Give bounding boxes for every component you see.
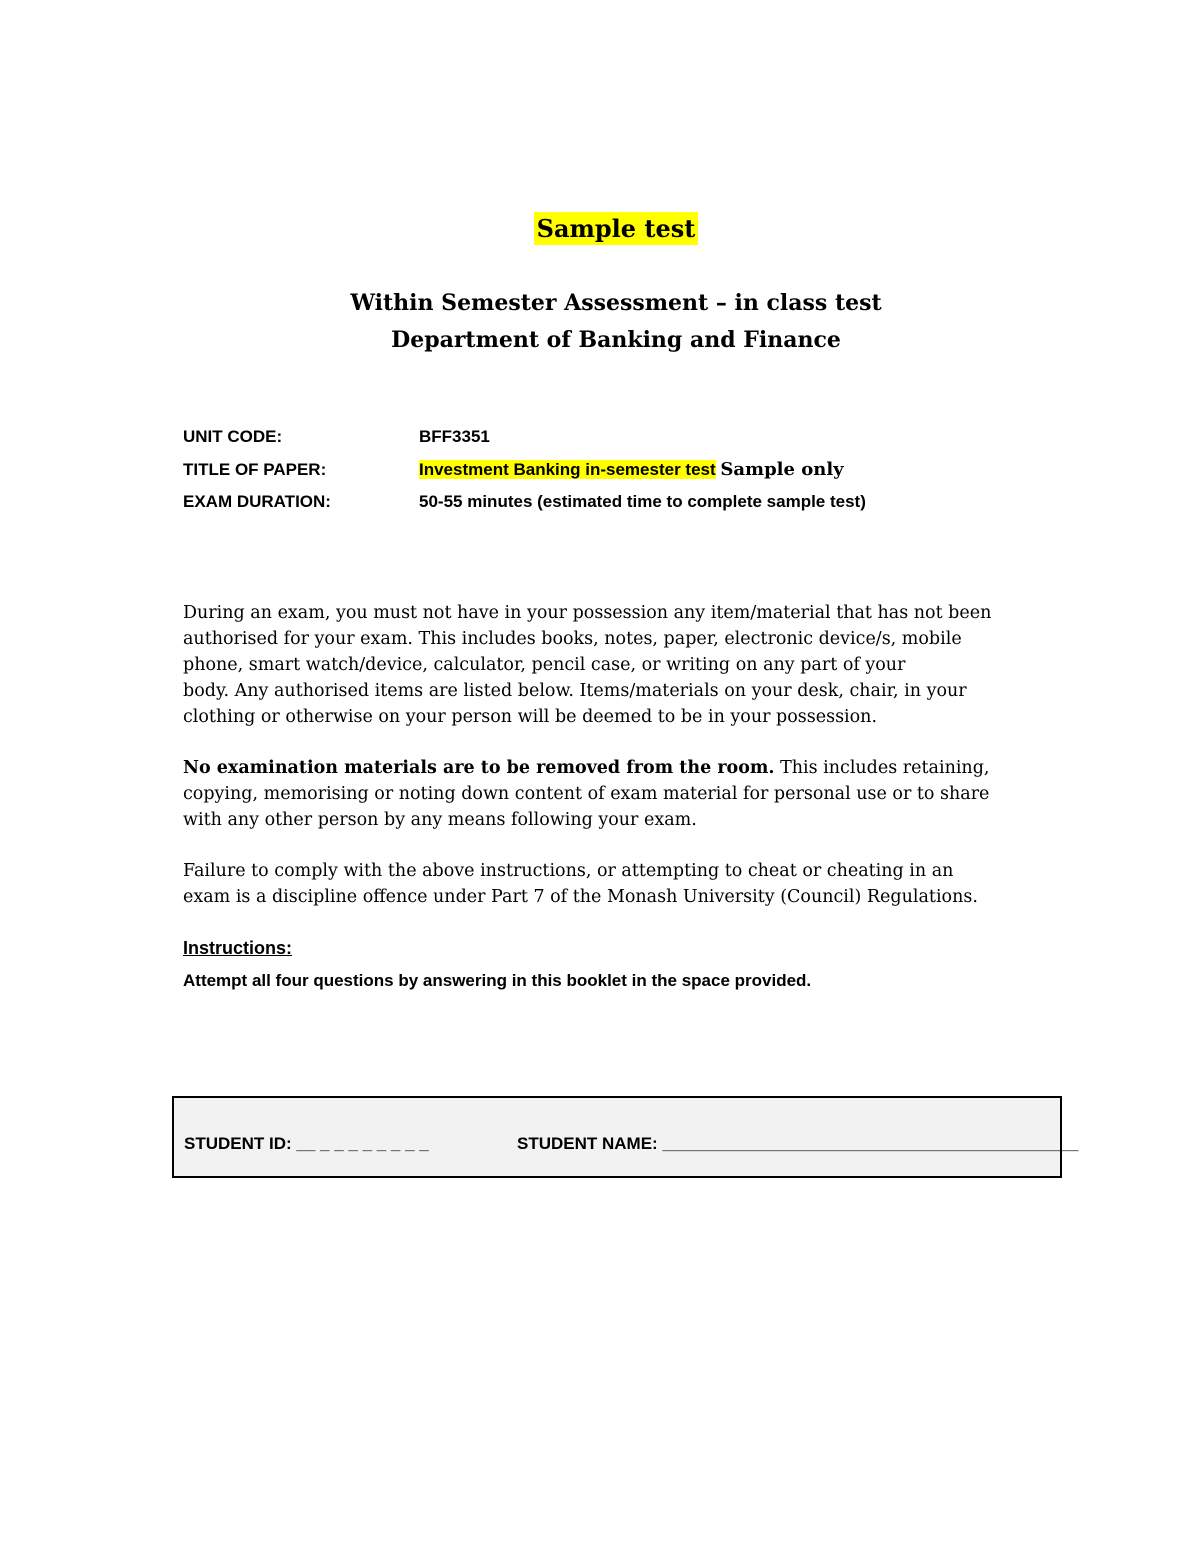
removal-rule-paragraph bbox=[183, 755, 1083, 833]
student-id-blank[interactable]: __ _ _ _ _ _ _ _ _ bbox=[296, 1134, 429, 1153]
student-id-field[interactable] bbox=[184, 1134, 429, 1154]
possession-rule-paragraph bbox=[183, 600, 1083, 730]
page-title bbox=[0, 212, 1200, 246]
assessment-subtitle: Within Semester Assessment – in class test bbox=[350, 290, 882, 316]
paragraph-line: phone, smart watch/device, calculator, pencil case, or writing on any part of your bbox=[183, 655, 906, 675]
instructions-heading: Instructions: bbox=[183, 938, 293, 958]
unit-code-label: UNIT CODE: bbox=[183, 427, 283, 446]
duration-note: minutes (estimated time to complete sample test) bbox=[467, 492, 866, 511]
title-of-paper-value bbox=[419, 455, 844, 485]
removal-rule-bold: No examination materials are to be removed from the room. bbox=[183, 758, 775, 778]
paragraph-line bbox=[183, 755, 1083, 781]
instructions-text: Attempt all four questions by answering in this booklet in the space provided. bbox=[183, 971, 812, 990]
paragraph-line: exam is a discipline offence under Part 7 of the Monash University (Council) Regulations. bbox=[183, 887, 978, 907]
department-subtitle: Department of Banking and Finance bbox=[391, 327, 841, 353]
duration-range: 50-55 bbox=[419, 492, 463, 511]
unit-code-value: BFF3351 bbox=[419, 427, 490, 446]
exam-duration-value bbox=[419, 487, 866, 517]
paragraph-line: authorised for your exam. This includes books, notes, paper, electronic device/s, mobile bbox=[183, 629, 962, 649]
title-of-paper-label: TITLE OF PAPER: bbox=[183, 460, 327, 479]
paragraph-line: copying, memorising or noting down content of exam material for personal use or to share bbox=[183, 784, 990, 804]
page-title-text: Sample test bbox=[534, 212, 699, 245]
student-name-field[interactable] bbox=[517, 1134, 1078, 1154]
unit-code-row bbox=[183, 422, 1083, 452]
title-highlight: Investment Banking in-semester test bbox=[419, 460, 716, 479]
paragraph-line: body. Any authorised items are listed below. Items/materials on your desk, chair, in your bbox=[183, 681, 967, 701]
paragraph-line: Failure to comply with the above instructions, or attempting to cheat or cheating in an bbox=[183, 861, 954, 881]
exam-duration-row bbox=[183, 487, 1083, 517]
discipline-paragraph bbox=[183, 858, 1083, 910]
student-id-label: STUDENT ID: bbox=[184, 1134, 292, 1153]
student-name-blank[interactable]: ____________________________________________ bbox=[662, 1134, 1079, 1153]
removal-rule-rest: This includes retaining, bbox=[774, 758, 990, 778]
student-details-box bbox=[172, 1096, 1079, 1178]
exam-duration-label: EXAM DURATION: bbox=[183, 492, 331, 511]
title-of-paper-row bbox=[183, 455, 1083, 485]
sample-only-text: Sample only bbox=[720, 459, 844, 480]
paragraph-line: During an exam, you must not have in your possession any item/material that has not been bbox=[183, 603, 992, 623]
paragraph-line: clothing or otherwise on your person will be deemed to be in your possession. bbox=[183, 707, 878, 727]
student-name-label: STUDENT NAME: bbox=[517, 1134, 658, 1153]
paragraph-line: with any other person by any means following your exam. bbox=[183, 810, 697, 830]
